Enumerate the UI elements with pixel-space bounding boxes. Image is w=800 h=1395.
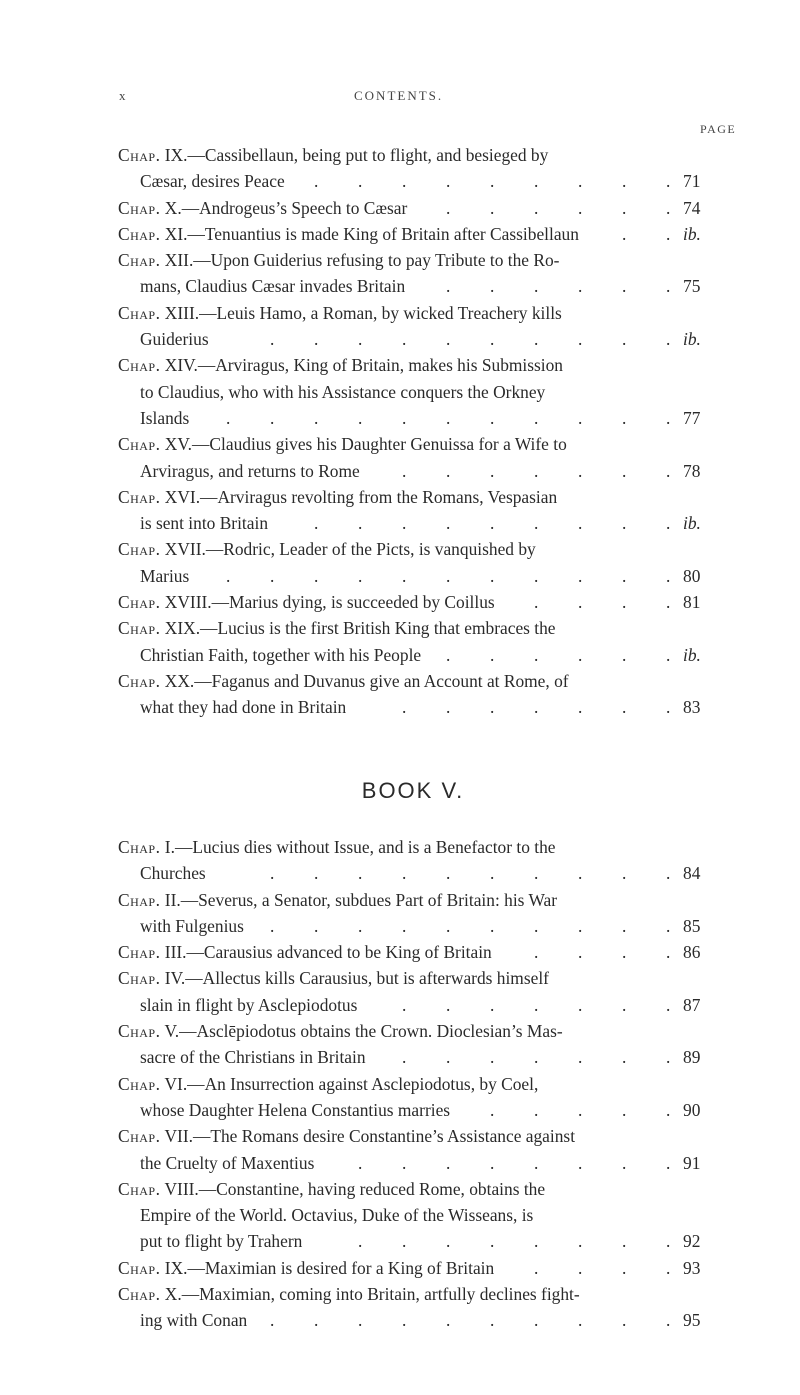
toc-page-number: 87	[683, 994, 701, 1015]
toc-entry-continuation-line	[118, 273, 701, 299]
leader-dot: .	[446, 1047, 451, 1068]
toc-entry-text: whose Daughter Helena Constantius marries	[140, 1099, 451, 1120]
leader-dot: .	[578, 197, 583, 218]
toc-book-v	[118, 834, 701, 1334]
toc-entry	[118, 965, 701, 1018]
page-number: x	[119, 88, 128, 103]
toc-entry-heading-line	[118, 300, 673, 326]
leader-dot: .	[490, 1310, 495, 1331]
toc-entry-continuation-line	[118, 1228, 701, 1254]
leader-dot: .	[622, 994, 627, 1015]
leader-dot: .	[666, 197, 671, 218]
toc-entry-text: sacre of the Christians in Britain	[140, 1047, 366, 1068]
leader-dot: .	[622, 592, 627, 613]
leader-dot: .	[490, 276, 495, 297]
leader-dot: .	[666, 565, 671, 586]
leader-dot: .	[534, 1099, 539, 1120]
leader-dot: .	[358, 329, 363, 350]
running-title: CONTENTS.	[354, 88, 444, 103]
leader-dot: .	[666, 994, 671, 1015]
leader-dot: .	[446, 994, 451, 1015]
leader-dot: .	[270, 407, 275, 428]
toc-entry-heading-line	[118, 1281, 673, 1307]
toc-entry	[118, 1176, 701, 1255]
leader-dot: .	[314, 329, 319, 350]
leader-dot: .	[490, 1152, 495, 1173]
toc-page-number: 95	[683, 1310, 701, 1331]
toc-entry-heading-line	[118, 1018, 673, 1044]
toc-entry-text: Chap. XX.—Faganus and Duvanus give an Account at Rome, of	[118, 670, 569, 691]
toc-entry	[118, 142, 701, 195]
toc-entry-heading-line	[118, 195, 701, 221]
leader-dot: .	[446, 197, 451, 218]
leader-dot: .	[534, 460, 539, 481]
leader-dot: .	[622, 644, 627, 665]
leader-dot: .	[578, 513, 583, 534]
toc-entry-text: put to flight by Trahern	[140, 1231, 303, 1252]
leader-dot: .	[534, 329, 539, 350]
leader-dot: .	[622, 329, 627, 350]
leader-dot: .	[666, 407, 671, 428]
toc-entry-heading-line	[118, 1071, 673, 1097]
toc-page-number: 71	[683, 171, 701, 192]
leader-dot: .	[490, 1047, 495, 1068]
leader-dot: .	[314, 565, 319, 586]
toc-page-number: ib.	[683, 329, 701, 350]
toc-entry-heading-line	[118, 1255, 701, 1281]
toc-entry-text: ing with Conan	[140, 1310, 248, 1331]
toc-entry	[118, 300, 701, 353]
toc-entry	[118, 221, 701, 247]
leader-dot: .	[534, 565, 539, 586]
toc-entry-continuation-line	[118, 405, 701, 431]
toc-entry-text: Islands	[140, 407, 190, 428]
leader-dot: .	[490, 915, 495, 936]
leader-dot: .	[490, 329, 495, 350]
leader-dot: .	[446, 513, 451, 534]
toc-page-number: 91	[683, 1152, 701, 1173]
leader-dot: .	[534, 592, 539, 613]
leader-dot: .	[578, 276, 583, 297]
toc-entry-text: mans, Claudius Cæsar invades Britain	[140, 276, 406, 297]
toc-entry-continuation-line	[118, 913, 701, 939]
leader-dot: .	[622, 197, 627, 218]
leader-dot: .	[314, 513, 319, 534]
toc-entry	[118, 1123, 701, 1176]
leader-dot: .	[534, 994, 539, 1015]
leader-dot: .	[490, 994, 495, 1015]
toc-entry-text: the Cruelty of Maxentius	[140, 1152, 315, 1173]
leader-dot: .	[622, 1231, 627, 1252]
toc-entry-heading-line	[118, 484, 673, 510]
toc-entry-text: Chap. VII.—The Romans desire Constantine’s Assistance against	[118, 1126, 576, 1147]
toc-book-iv-continued	[118, 142, 701, 721]
leader-dot: .	[402, 863, 407, 884]
leader-dot: .	[578, 994, 583, 1015]
toc-entry-continuation-line	[118, 379, 673, 405]
leader-dot: .	[446, 171, 451, 192]
leader-dot: .	[314, 915, 319, 936]
leader-dot: .	[578, 863, 583, 884]
toc-entry-text: Chap. XVIII.—Marius dying, is succeeded by Coillus	[118, 592, 495, 613]
toc-entry-continuation-line	[118, 694, 701, 720]
leader-dot: .	[358, 513, 363, 534]
toc-entry-text: Chap. XII.—Upon Guiderius refusing to pay Tribute to the Ro-	[118, 250, 560, 271]
toc-entry-continuation-line	[118, 326, 701, 352]
toc-entry-text: with Fulgenius	[140, 915, 244, 936]
leader-dot: .	[402, 994, 407, 1015]
leader-dot: .	[666, 1310, 671, 1331]
toc-entry-text: Chap. XIII.—Leuis Hamo, a Roman, by wicked Treachery kills	[118, 302, 562, 323]
toc-entry-heading-line	[118, 431, 673, 457]
toc-page-number: 84	[683, 863, 701, 884]
leader-dot: .	[578, 942, 583, 963]
toc-entry-text: Empire of the World. Octavius, Duke of the Wisseans, is	[140, 1205, 534, 1226]
toc-page-number: ib.	[683, 644, 701, 665]
leader-dot: .	[622, 863, 627, 884]
leader-dot: .	[666, 1047, 671, 1068]
toc-entry-text: Guiderius	[140, 329, 209, 350]
leader-dot: .	[578, 1099, 583, 1120]
leader-dot: .	[446, 644, 451, 665]
leader-dot: .	[666, 1257, 671, 1278]
leader-dot: .	[446, 565, 451, 586]
leader-dot: .	[446, 329, 451, 350]
leader-dot: .	[490, 171, 495, 192]
toc-entry-text: Chap. III.—Carausius advanced to be King of Britain	[118, 942, 492, 963]
leader-dot: .	[666, 592, 671, 613]
toc-entry	[118, 431, 701, 484]
leader-dot: .	[490, 513, 495, 534]
leader-dot: .	[402, 1231, 407, 1252]
leader-dot: .	[402, 915, 407, 936]
leader-dot: .	[402, 171, 407, 192]
leader-dot: .	[270, 1310, 275, 1331]
toc-entry-continuation-line	[118, 992, 701, 1018]
toc-entry-continuation-line	[118, 458, 701, 484]
toc-entry-text: Chap. II.—Severus, a Senator, subdues Part of Britain: his War	[118, 889, 557, 910]
toc-entry	[118, 1071, 701, 1124]
toc-entry-heading-line	[118, 589, 701, 615]
toc-page-number: 92	[683, 1231, 701, 1252]
leader-dot: .	[534, 407, 539, 428]
leader-dot: .	[578, 697, 583, 718]
leader-dot: .	[622, 407, 627, 428]
leader-dot: .	[446, 863, 451, 884]
leader-dot: .	[226, 565, 231, 586]
leader-dot: .	[666, 223, 671, 244]
leader-dot: .	[666, 329, 671, 350]
leader-dot: .	[314, 407, 319, 428]
leader-dot: .	[622, 565, 627, 586]
leader-dot: .	[446, 1310, 451, 1331]
leader-dot: .	[490, 1231, 495, 1252]
leader-dot: .	[622, 1047, 627, 1068]
leader-dot: .	[666, 915, 671, 936]
toc-entry-continuation-line	[118, 563, 701, 589]
toc-page-number: ib.	[683, 513, 701, 534]
leader-dot: .	[622, 223, 627, 244]
leader-dot: .	[490, 407, 495, 428]
leader-dot: .	[622, 171, 627, 192]
toc-entry-text: Chap. VIII.—Constantine, having reduced Rome, obtains the	[118, 1178, 546, 1199]
toc-entry-heading-line	[118, 834, 673, 860]
toc-entry-heading-line	[118, 615, 673, 641]
leader-dot: .	[666, 1099, 671, 1120]
toc-page-number: 89	[683, 1047, 701, 1068]
leader-dot: .	[358, 171, 363, 192]
toc-entry	[118, 939, 701, 965]
toc-page-number: 83	[683, 697, 701, 718]
leader-dot: .	[534, 513, 539, 534]
toc-entry	[118, 352, 701, 431]
leader-dot: .	[402, 329, 407, 350]
toc-entry-continuation-line	[118, 1307, 701, 1333]
toc-entry-continuation-line	[118, 1202, 673, 1228]
leader-dot: .	[402, 460, 407, 481]
leader-dot: .	[270, 565, 275, 586]
toc-page-number: ib.	[683, 223, 701, 244]
leader-dot: .	[534, 644, 539, 665]
leader-dot: .	[446, 915, 451, 936]
leader-dot: .	[402, 1152, 407, 1173]
leader-dot: .	[358, 565, 363, 586]
leader-dot: .	[534, 863, 539, 884]
leader-dot: .	[446, 697, 451, 718]
toc-entry	[118, 887, 701, 940]
leader-dot: .	[490, 863, 495, 884]
toc-entry	[118, 589, 701, 615]
leader-dot: .	[666, 1231, 671, 1252]
leader-dot: .	[666, 863, 671, 884]
leader-dot: .	[578, 1152, 583, 1173]
leader-dot: .	[622, 697, 627, 718]
leader-dot: .	[622, 1310, 627, 1331]
toc-page-number: 90	[683, 1099, 701, 1120]
toc-page-number: 74	[683, 197, 701, 218]
leader-dot: .	[446, 407, 451, 428]
toc-entry-text: Chap. XIX.—Lucius is the first British King that embraces the	[118, 618, 556, 639]
leader-dot: .	[578, 460, 583, 481]
toc-entry-text: Chap. X.—Androgeus’s Speech to Cæsar	[118, 197, 408, 218]
toc-entry-text: what they had done in Britain	[140, 697, 347, 718]
toc-entry-text: Churches	[140, 863, 206, 884]
toc-entry-text: Chap. XVI.—Arviragus revolting from the Romans, Vespasian	[118, 486, 558, 507]
leader-dot: .	[578, 592, 583, 613]
toc-entry-text: Chap. X.—Maximian, coming into Britain, artfully declines fight-	[118, 1284, 580, 1305]
leader-dot: .	[534, 171, 539, 192]
leader-dot: .	[534, 697, 539, 718]
leader-dot: .	[534, 1152, 539, 1173]
toc-entry-heading-line	[118, 939, 701, 965]
toc-page-number: 75	[683, 276, 701, 297]
leader-dot: .	[534, 197, 539, 218]
leader-dot: .	[622, 1257, 627, 1278]
leader-dot: .	[578, 171, 583, 192]
toc-page-number: 80	[683, 565, 701, 586]
leader-dot: .	[666, 460, 671, 481]
toc-entry	[118, 484, 701, 537]
running-head	[0, 88, 800, 110]
leader-dot: .	[622, 1099, 627, 1120]
leader-dot: .	[578, 329, 583, 350]
leader-dot: .	[534, 1257, 539, 1278]
leader-dot: .	[358, 407, 363, 428]
leader-dot: .	[270, 329, 275, 350]
leader-dot: .	[446, 1152, 451, 1173]
leader-dot: .	[622, 915, 627, 936]
leader-dot: .	[622, 276, 627, 297]
toc-entry-text: Marius	[140, 565, 190, 586]
toc-entry-text: Arviragus, and returns to Rome	[140, 460, 360, 481]
leader-dot: .	[490, 1099, 495, 1120]
toc-entry-heading-line	[118, 142, 673, 168]
leader-dot: .	[666, 276, 671, 297]
toc-page-number: 78	[683, 460, 701, 481]
toc-entry-text: Chap. XVII.—Rodric, Leader of the Picts, is vanquished by	[118, 539, 536, 560]
leader-dot: .	[578, 644, 583, 665]
leader-dot: .	[402, 407, 407, 428]
leader-dot: .	[402, 697, 407, 718]
toc-entry	[118, 536, 701, 589]
toc-entry-text: Chap. VI.—An Insurrection against Asclepiodotus, by Coel,	[118, 1073, 539, 1094]
leader-dot: .	[402, 1310, 407, 1331]
leader-dot: .	[402, 513, 407, 534]
leader-dot: .	[402, 1047, 407, 1068]
toc-entry	[118, 668, 701, 721]
leader-dot: .	[358, 1152, 363, 1173]
page-column-label: PAGE	[700, 122, 737, 136]
leader-dot: .	[358, 863, 363, 884]
leader-dot: .	[490, 197, 495, 218]
toc-entry-text: is sent into Britain	[140, 513, 269, 534]
toc-page-number: 86	[683, 942, 701, 963]
toc-entry-heading-line	[118, 965, 673, 991]
leader-dot: .	[402, 565, 407, 586]
toc-entry-text: Chap. XI.—Tenuantius is made King of Britain after Cassibellaun	[118, 223, 579, 244]
leader-dot: .	[622, 1152, 627, 1173]
leader-dot: .	[270, 863, 275, 884]
toc-page-number: 81	[683, 592, 701, 613]
toc-entry	[118, 195, 701, 221]
toc-entry	[118, 1018, 701, 1071]
leader-dot: .	[534, 942, 539, 963]
toc-entry	[118, 247, 701, 300]
leader-dot: .	[226, 407, 231, 428]
toc-page-number: 77	[683, 407, 701, 428]
toc-entry-heading-line	[118, 536, 673, 562]
leader-dot: .	[446, 276, 451, 297]
leader-dot: .	[666, 697, 671, 718]
toc-page-number: 85	[683, 915, 701, 936]
leader-dot: .	[314, 171, 319, 192]
toc-entry-text: slain in flight by Asclepiodotus	[140, 994, 358, 1015]
book-v-heading: BOOK V.	[361, 778, 465, 803]
toc-entry-continuation-line	[118, 168, 701, 194]
toc-entry-text: Chap. IV.—Allectus kills Carausius, but is afterwards himself	[118, 968, 549, 989]
leader-dot: .	[490, 644, 495, 665]
toc-entry-heading-line	[118, 221, 701, 247]
toc-entry-continuation-line	[118, 510, 701, 536]
toc-entry-continuation-line	[118, 860, 701, 886]
toc-entry-continuation-line	[118, 1097, 701, 1123]
leader-dot: .	[666, 1152, 671, 1173]
toc-entry-heading-line	[118, 668, 673, 694]
toc-entry-text: Chap. V.—Asclēpiodotus obtains the Crown. Dioclesian’s Mas-	[118, 1021, 563, 1042]
toc-entry	[118, 834, 701, 887]
leader-dot: .	[534, 1310, 539, 1331]
leader-dot: .	[622, 460, 627, 481]
leader-dot: .	[358, 915, 363, 936]
leader-dot: .	[622, 513, 627, 534]
toc-entry-text: Chap. XV.—Claudius gives his Daughter Genuissa for a Wife to	[118, 434, 567, 455]
toc-entry-heading-line	[118, 1176, 673, 1202]
toc-entry-text: Cæsar, desires Peace	[140, 171, 285, 192]
leader-dot: .	[578, 565, 583, 586]
leader-dot: .	[666, 171, 671, 192]
leader-dot: .	[534, 1231, 539, 1252]
leader-dot: .	[666, 513, 671, 534]
leader-dot: .	[270, 915, 275, 936]
leader-dot: .	[578, 407, 583, 428]
toc-entry-text: Christian Faith, together with his People	[140, 644, 422, 665]
toc-entry-continuation-line	[118, 1044, 701, 1070]
leader-dot: .	[314, 1310, 319, 1331]
toc-page-number: 93	[683, 1257, 701, 1278]
leader-dot: .	[490, 565, 495, 586]
leader-dot: .	[446, 1231, 451, 1252]
leader-dot: .	[446, 460, 451, 481]
leader-dot: .	[666, 942, 671, 963]
toc-entry-heading-line	[118, 247, 673, 273]
toc-entry-heading-line	[118, 887, 673, 913]
toc-entry-continuation-line	[118, 1150, 701, 1176]
leader-dot: .	[578, 915, 583, 936]
leader-dot: .	[490, 460, 495, 481]
toc-entry-text: Chap. I.—Lucius dies without Issue, and is a Benefactor to the	[118, 837, 556, 857]
toc-entry-continuation-line	[118, 642, 701, 668]
toc-entry-text: Chap. IX.—Maximian is desired for a King of Britain	[118, 1257, 495, 1278]
toc-entry-text: to Claudius, who with his Assistance conquers the Orkney	[140, 381, 546, 402]
leader-dot: .	[314, 863, 319, 884]
toc-entry	[118, 1281, 701, 1334]
leader-dot: .	[358, 1310, 363, 1331]
toc-entry-text: Chap. IX.—Cassibellaun, being put to flight, and besieged by	[118, 145, 549, 165]
toc-entry-text: Chap. XIV.—Arviragus, King of Britain, makes his Submission	[118, 355, 564, 376]
leader-dot: .	[534, 1047, 539, 1068]
toc-entry	[118, 1255, 701, 1281]
leader-dot: .	[622, 942, 627, 963]
leader-dot: .	[358, 1231, 363, 1252]
leader-dot: .	[490, 697, 495, 718]
leader-dot: .	[578, 1231, 583, 1252]
leader-dot: .	[578, 1310, 583, 1331]
leader-dot: .	[578, 1047, 583, 1068]
leader-dot: .	[578, 1257, 583, 1278]
leader-dot: .	[534, 915, 539, 936]
toc-entry	[118, 615, 701, 668]
leader-dot: .	[534, 276, 539, 297]
toc-entry-heading-line	[118, 1123, 673, 1149]
leader-dot: .	[666, 644, 671, 665]
toc-entry-heading-line	[118, 352, 673, 378]
